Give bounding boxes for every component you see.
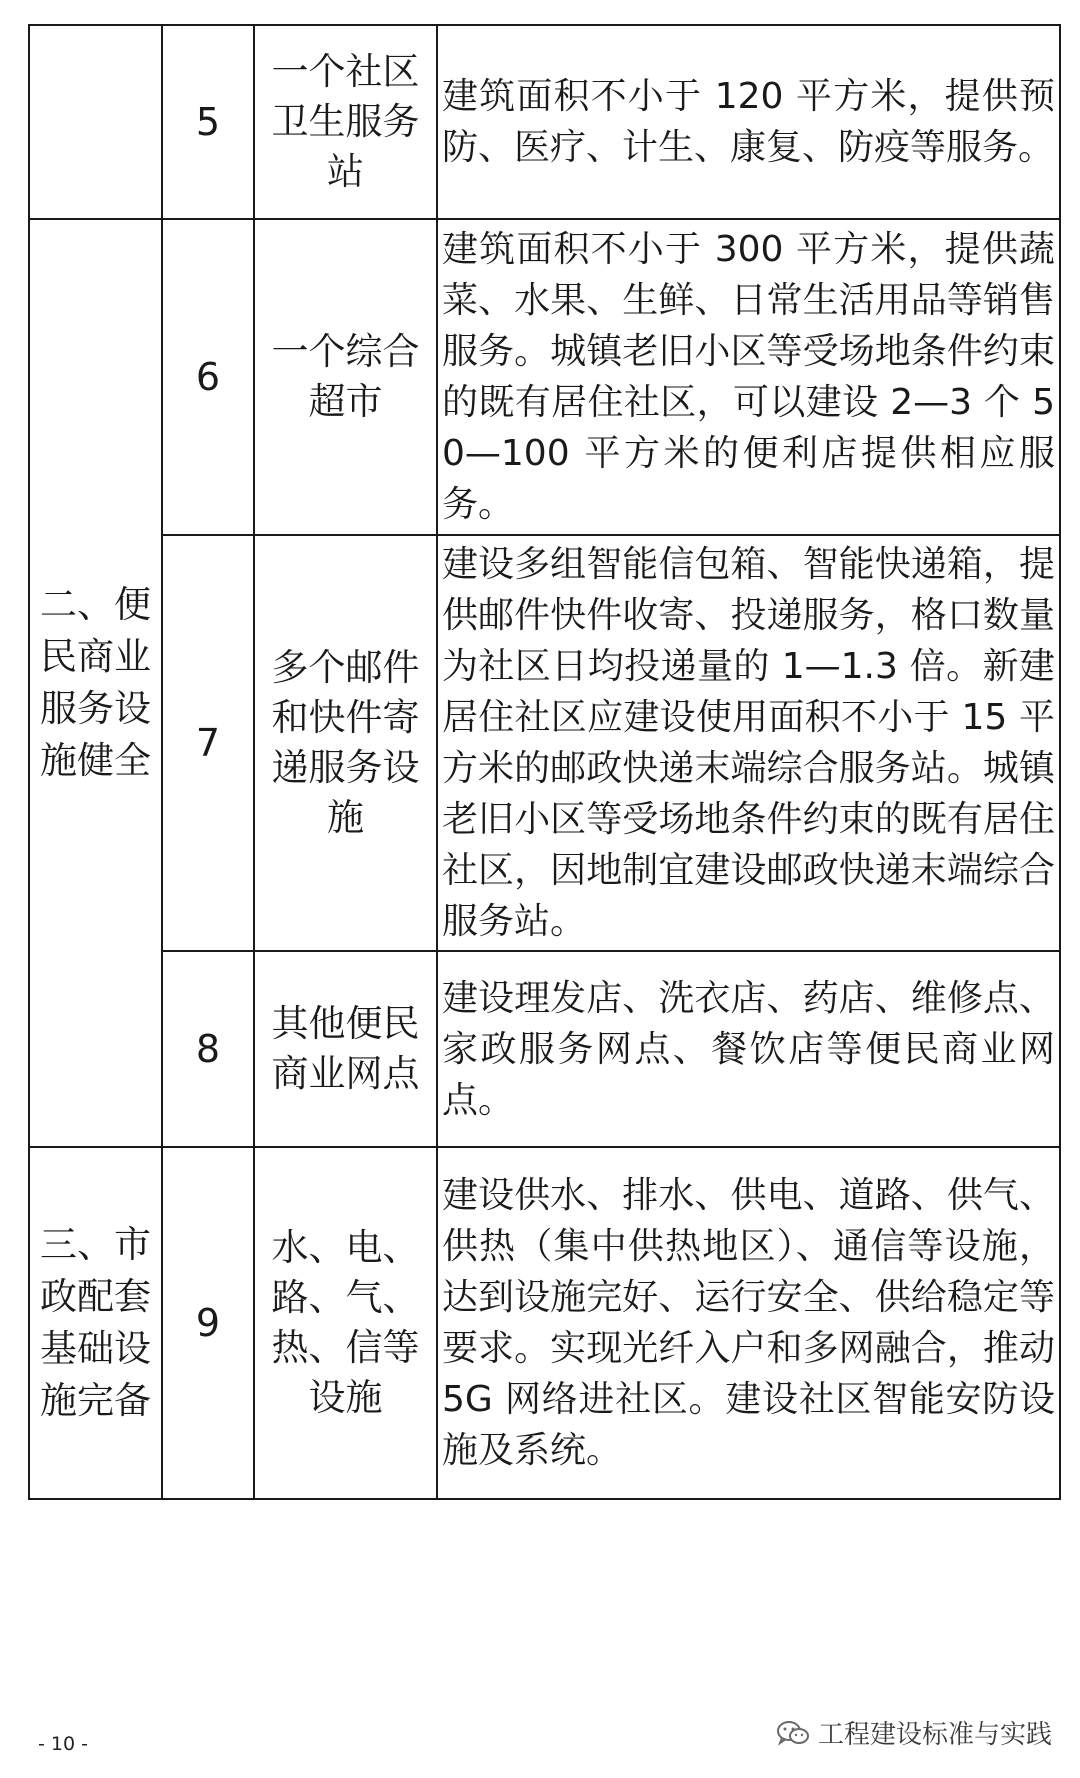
facility-description: 建设供水、排水、供电、道路、供气、供热（集中供热地区）、通信等设施，达到设施完好、运行安全、供给稳定等要求。实现光纤入户和多网融合，推动 5G 网络进社区。建设社区智能安防设施及系统。 [437, 1147, 1060, 1499]
category-cell: 三、市政配套基础设施完备 [29, 1147, 162, 1499]
facility-item: 其他便民商业网点 [254, 951, 437, 1147]
facility-description: 建筑面积不小于 300 平方米，提供蔬菜、水果、生鲜、日常生活用品等销售服务。城镇老旧小区等受场地条件约束的既有居住社区，可以建设 2—3 个 50—100 平方米的便利店提供相应服务。 [437, 219, 1060, 535]
row-number: 7 [162, 535, 254, 951]
category-cell [29, 25, 162, 219]
source-watermark [776, 1714, 1052, 1751]
table-row [29, 25, 1060, 219]
page-number: - 10 - [38, 1733, 88, 1755]
facility-item: 水、电、路、气、热、信等设施 [254, 1147, 437, 1499]
row-number: 6 [162, 219, 254, 535]
facility-standards-table [28, 24, 1061, 1500]
category-cell: 二、便民商业服务设施健全 [29, 219, 162, 1147]
facility-description: 建设多组智能信包箱、智能快递箱，提供邮件快件收寄、投递服务，格口数量为社区日均投递量的 1—1.3 倍。新建居住社区应建设使用面积不小于 15 平方米的邮政快递末端综合服务站。城镇老旧小区等受场地条件约束的既有居住社区，因地制宜建设邮政快递末端综合服务站。 [437, 535, 1060, 951]
facility-description: 建筑面积不小于 120 平方米，提供预防、医疗、计生、康复、防疫等服务。 [437, 25, 1060, 219]
facility-item: 一个综合超市 [254, 219, 437, 535]
facility-item: 一个社区卫生服务站 [254, 25, 437, 219]
row-number: 9 [162, 1147, 254, 1499]
row-number: 5 [162, 25, 254, 219]
wechat-icon [776, 1719, 810, 1747]
row-number: 8 [162, 951, 254, 1147]
facility-description: 建设理发店、洗衣店、药店、维修点、家政服务网点、餐饮店等便民商业网点。 [437, 951, 1060, 1147]
brand-name: 工程建设标准与实践 [817, 1720, 1052, 1750]
table-row [29, 951, 1060, 1147]
facility-item: 多个邮件和快件寄递服务设施 [254, 535, 437, 951]
table-row [29, 1147, 1060, 1499]
table-row [29, 219, 1060, 535]
table-row [29, 535, 1060, 951]
